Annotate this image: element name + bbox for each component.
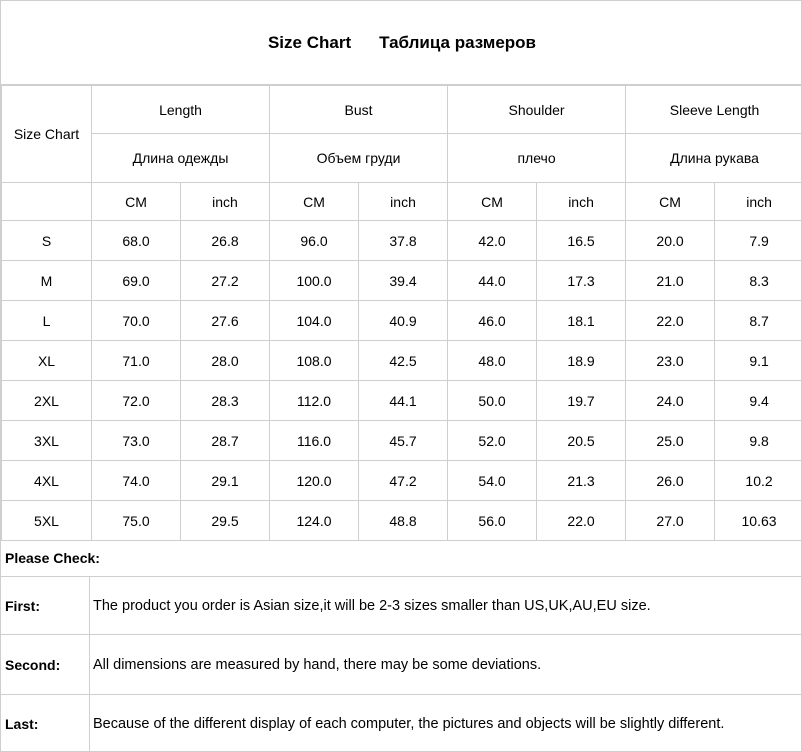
group-header-ru: Длина одежды bbox=[92, 134, 270, 183]
table-cell: 28.7 bbox=[181, 421, 270, 461]
table-cell: 52.0 bbox=[448, 421, 537, 461]
table-row bbox=[2, 461, 802, 501]
table-cell: 48.8 bbox=[359, 501, 448, 541]
size-label: 5XL bbox=[2, 501, 92, 541]
table-cell: 72.0 bbox=[92, 381, 181, 421]
unit-header: CM bbox=[92, 183, 181, 221]
unit-header: CM bbox=[448, 183, 537, 221]
note-text: Because of the different display of each computer, the pictures and objects will be slightly different. bbox=[93, 716, 725, 732]
group-header-ru: Длина рукава bbox=[626, 134, 802, 183]
table-cell: 50.0 bbox=[448, 381, 537, 421]
table-cell: 8.3 bbox=[715, 261, 802, 301]
unit-header: CM bbox=[270, 183, 359, 221]
table-cell: 7.9 bbox=[715, 221, 802, 261]
unit-header: inch bbox=[537, 183, 626, 221]
unit-header: inch bbox=[715, 183, 802, 221]
table-cell: 37.8 bbox=[359, 221, 448, 261]
table-cell: 42.0 bbox=[448, 221, 537, 261]
table-row bbox=[2, 221, 802, 261]
note-row bbox=[1, 577, 802, 635]
table-cell: 45.7 bbox=[359, 421, 448, 461]
table-cell: 26.0 bbox=[626, 461, 715, 501]
note-label: Last: bbox=[1, 695, 90, 752]
table-cell: 23.0 bbox=[626, 341, 715, 381]
table-cell: 27.6 bbox=[181, 301, 270, 341]
table-cell: 39.4 bbox=[359, 261, 448, 301]
table-cell: 28.0 bbox=[181, 341, 270, 381]
corner-label: Size Chart bbox=[2, 86, 92, 183]
table-cell: 100.0 bbox=[270, 261, 359, 301]
table-cell: 22.0 bbox=[537, 501, 626, 541]
table-cell: 22.0 bbox=[626, 301, 715, 341]
unit-spacer bbox=[2, 183, 92, 221]
table-cell: 73.0 bbox=[92, 421, 181, 461]
table-cell: 44.1 bbox=[359, 381, 448, 421]
table-cell: 8.7 bbox=[715, 301, 802, 341]
table-cell: 20.0 bbox=[626, 221, 715, 261]
unit-header: CM bbox=[626, 183, 715, 221]
table-cell: 75.0 bbox=[92, 501, 181, 541]
table-cell: 40.9 bbox=[359, 301, 448, 341]
table-cell: 47.2 bbox=[359, 461, 448, 501]
size-label: 2XL bbox=[2, 381, 92, 421]
table-cell: 56.0 bbox=[448, 501, 537, 541]
table-cell: 10.63 bbox=[715, 501, 802, 541]
table-cell: 112.0 bbox=[270, 381, 359, 421]
table-row bbox=[2, 261, 802, 301]
table-cell: 46.0 bbox=[448, 301, 537, 341]
table-cell: 9.1 bbox=[715, 341, 802, 381]
table-cell: 27.2 bbox=[181, 261, 270, 301]
table-cell: 29.1 bbox=[181, 461, 270, 501]
table-cell: 27.0 bbox=[626, 501, 715, 541]
note-row bbox=[1, 695, 802, 752]
table-cell: 68.0 bbox=[92, 221, 181, 261]
table-cell: 104.0 bbox=[270, 301, 359, 341]
table-row bbox=[2, 501, 802, 541]
note-row bbox=[1, 635, 802, 695]
size-label: XL bbox=[2, 341, 92, 381]
table-row bbox=[2, 301, 802, 341]
size-label: S bbox=[2, 221, 92, 261]
table-cell: 44.0 bbox=[448, 261, 537, 301]
size-label: M bbox=[2, 261, 92, 301]
table-cell: 17.3 bbox=[537, 261, 626, 301]
table-cell: 21.0 bbox=[626, 261, 715, 301]
table-cell: 70.0 bbox=[92, 301, 181, 341]
notes-heading: Please Check: bbox=[1, 539, 802, 577]
size-label: 3XL bbox=[2, 421, 92, 461]
size-table bbox=[1, 85, 802, 541]
table-cell: 20.5 bbox=[537, 421, 626, 461]
table-cell: 28.3 bbox=[181, 381, 270, 421]
table-cell: 116.0 bbox=[270, 421, 359, 461]
group-header-ru: Объем груди bbox=[270, 134, 448, 183]
table-cell: 71.0 bbox=[92, 341, 181, 381]
table-cell: 21.3 bbox=[537, 461, 626, 501]
table-cell: 9.8 bbox=[715, 421, 802, 461]
table-cell: 9.4 bbox=[715, 381, 802, 421]
table-cell: 54.0 bbox=[448, 461, 537, 501]
table-row bbox=[2, 381, 802, 421]
size-label: 4XL bbox=[2, 461, 92, 501]
note-text: The product you order is Asian size,it will be 2-3 sizes smaller than US,UK,AU,EU size. bbox=[93, 597, 651, 614]
table-cell: 24.0 bbox=[626, 381, 715, 421]
title-ru: Таблица размеров bbox=[379, 32, 537, 52]
note-text: All dimensions are measured by hand, there may be some deviations. bbox=[93, 656, 542, 673]
unit-header: inch bbox=[359, 183, 448, 221]
table-cell: 18.1 bbox=[537, 301, 626, 341]
page-title bbox=[1, 1, 802, 85]
unit-header: inch bbox=[181, 183, 270, 221]
table-cell: 124.0 bbox=[270, 501, 359, 541]
table-row bbox=[2, 421, 802, 461]
group-header-ru: плечо bbox=[448, 134, 626, 183]
size-table-body bbox=[2, 221, 802, 541]
size-label: L bbox=[2, 301, 92, 341]
table-cell: 42.5 bbox=[359, 341, 448, 381]
table-cell: 69.0 bbox=[92, 261, 181, 301]
group-header-en: Bust bbox=[270, 86, 448, 134]
table-cell: 96.0 bbox=[270, 221, 359, 261]
title-en: Size Chart bbox=[267, 32, 352, 52]
table-cell: 74.0 bbox=[92, 461, 181, 501]
note-label: Second: bbox=[1, 635, 90, 694]
notes-section bbox=[1, 539, 802, 752]
table-cell: 120.0 bbox=[270, 461, 359, 501]
table-cell: 10.2 bbox=[715, 461, 802, 501]
table-cell: 16.5 bbox=[537, 221, 626, 261]
group-header-en: Shoulder bbox=[448, 86, 626, 134]
table-cell: 25.0 bbox=[626, 421, 715, 461]
table-cell: 18.9 bbox=[537, 341, 626, 381]
table-cell: 48.0 bbox=[448, 341, 537, 381]
table-cell: 26.8 bbox=[181, 221, 270, 261]
note-label: First: bbox=[1, 577, 90, 634]
table-cell: 108.0 bbox=[270, 341, 359, 381]
table-cell: 29.5 bbox=[181, 501, 270, 541]
table-row bbox=[2, 341, 802, 381]
table-cell: 19.7 bbox=[537, 381, 626, 421]
group-header-en: Sleeve Length bbox=[626, 86, 802, 134]
group-header-en: Length bbox=[92, 86, 270, 134]
